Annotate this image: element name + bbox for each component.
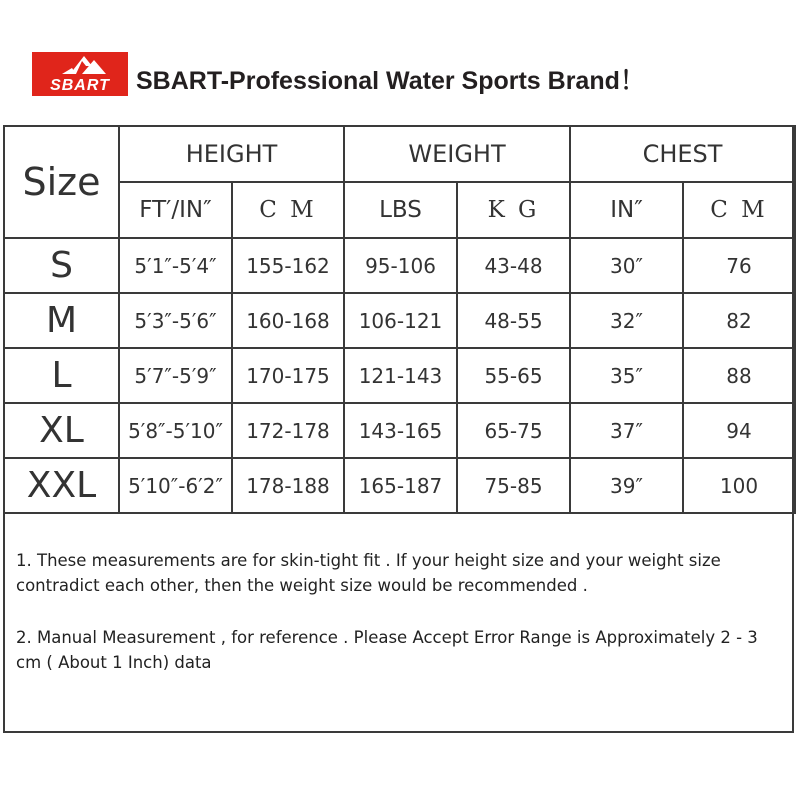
table-row (4, 458, 795, 513)
size-label: S (4, 238, 119, 293)
height-ftin-cell: 5′1″-5′4″ (119, 238, 232, 293)
header-row-units (4, 182, 795, 238)
height-ftin-header: FT′/IN″ (119, 182, 232, 238)
weight-lbs-cell: 165-187 (344, 458, 457, 513)
table-row (4, 403, 795, 458)
height-cm-cell: 172-178 (232, 403, 344, 458)
chest-cm-cell: 88 (683, 348, 795, 403)
weight-kg-header: K G (457, 182, 570, 238)
height-group-header: HEIGHT (119, 126, 344, 182)
weight-kg-cell: 43-48 (457, 238, 570, 293)
note-fit: 1. These measurements are for skin-tight fit . If your height size and your weight size contradict each other, then the weight size would be recommended . (16, 551, 721, 595)
height-ftin-cell: 5′10″-6′2″ (119, 458, 232, 513)
chest-in-cell: 35″ (570, 348, 683, 403)
height-cm-cell: 178-188 (232, 458, 344, 513)
header-row-groups (4, 126, 795, 182)
brand-tagline: SBART-Professional Water Sports Brand！ (136, 67, 645, 95)
weight-lbs-header: LBS (344, 182, 457, 238)
height-ftin-cell: 5′8″-5′10″ (119, 403, 232, 458)
header (32, 52, 772, 96)
table-row (4, 348, 795, 403)
height-ftin-cell: 5′3″-5′6″ (119, 293, 232, 348)
chest-in-cell: 37″ (570, 403, 683, 458)
chest-in-header: IN″ (570, 182, 683, 238)
height-ftin-cell: 5′7″-5′9″ (119, 348, 232, 403)
sbart-logo (32, 52, 128, 96)
weight-kg-cell: 65-75 (457, 403, 570, 458)
weight-lbs-cell: 95-106 (344, 238, 457, 293)
height-cm-header: C M (232, 182, 344, 238)
size-chart-table (3, 125, 796, 514)
weight-kg-cell: 75-85 (457, 458, 570, 513)
weight-group-header: WEIGHT (344, 126, 570, 182)
chest-group-header: CHEST (570, 126, 795, 182)
chest-cm-header: C M (683, 182, 795, 238)
size-label: XL (4, 403, 119, 458)
height-cm-cell: 160-168 (232, 293, 344, 348)
table-row (4, 238, 795, 293)
notes-section (16, 548, 786, 675)
logo-text: SBART (50, 77, 110, 94)
chest-in-cell: 32″ (570, 293, 683, 348)
height-cm-cell: 170-175 (232, 348, 344, 403)
size-label: XXL (4, 458, 119, 513)
chest-cm-cell: 94 (683, 403, 795, 458)
weight-lbs-cell: 106-121 (344, 293, 457, 348)
size-column-header: Size (4, 126, 119, 238)
weight-kg-cell: 55-65 (457, 348, 570, 403)
chest-cm-cell: 100 (683, 458, 795, 513)
size-label: L (4, 348, 119, 403)
height-cm-cell: 155-162 (232, 238, 344, 293)
chest-in-cell: 30″ (570, 238, 683, 293)
note-measurement: 2. Manual Measurement , for reference . Please Accept Error Range is Approximately 2 - 3 cm ( About 1 Inch) data (16, 628, 758, 672)
table-row (4, 293, 795, 348)
chest-cm-cell: 82 (683, 293, 795, 348)
weight-lbs-cell: 143-165 (344, 403, 457, 458)
size-label: M (4, 293, 119, 348)
weight-kg-cell: 48-55 (457, 293, 570, 348)
chest-in-cell: 39″ (570, 458, 683, 513)
weight-lbs-cell: 121-143 (344, 348, 457, 403)
chest-cm-cell: 76 (683, 238, 795, 293)
